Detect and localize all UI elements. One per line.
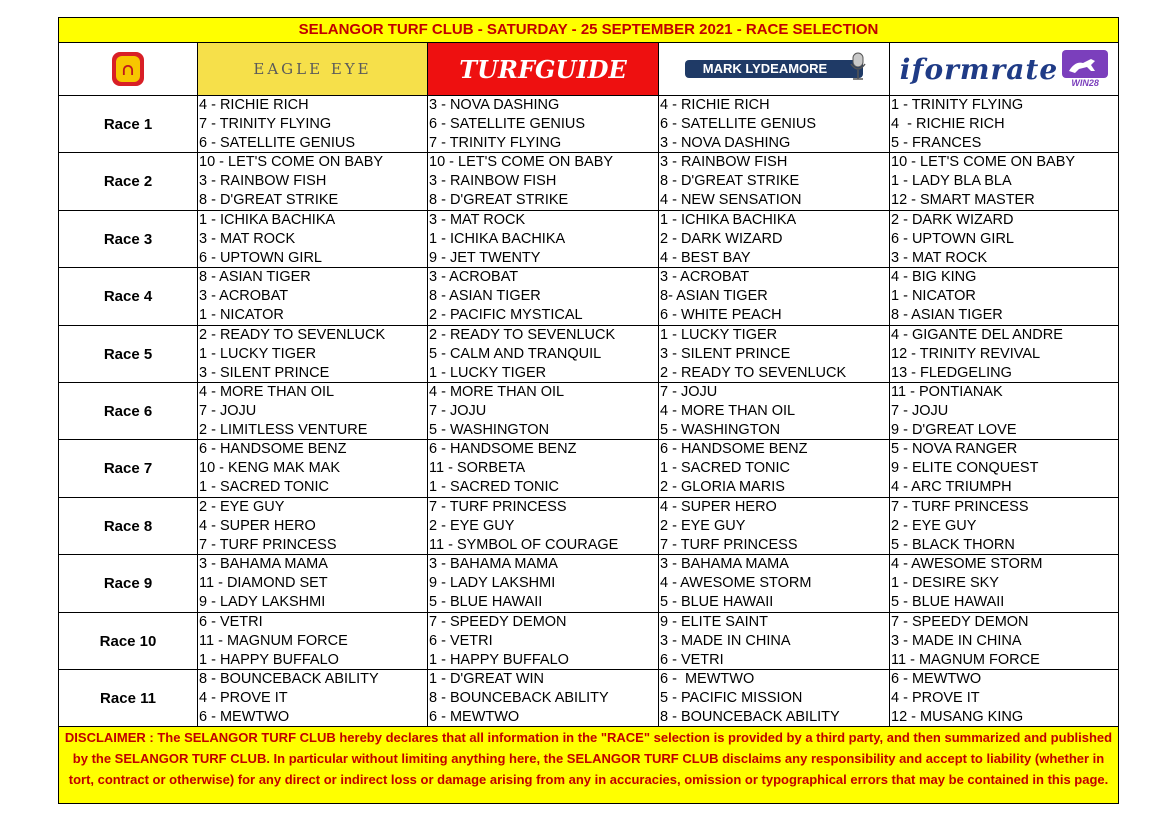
race-row	[59, 383, 1118, 440]
race-rows	[59, 96, 1118, 727]
horse-selection: 6 - VETRI	[199, 613, 263, 630]
horse-selection: 7 - SPEEDY DEMON	[429, 613, 567, 630]
horse-selection: 1 - TRINITY FLYING	[891, 97, 1024, 113]
horse-selection: 1 - LADY BLA BLA	[891, 173, 1012, 190]
race-label: Race 11	[59, 670, 198, 727]
disclaimer-text: DISCLAIMER : The SELANGOR TURF CLUB hereby declares that all information in the "RACE" selection is provided by a third party, and then summarized and published by the SELANGOR TURF CLUB. In particular without limiting anything here, the SELANGOR TURF CLUB disclaims any responsibility and accept to liability (whether in tort, contract or otherwise) for any direct or indirect loss or damage arising from any in accuracies, omission or typographical errors that may be contained in this page.	[59, 727, 1118, 803]
horse-selection: 3 - BAHAMA MAMA	[429, 556, 558, 573]
iformrate-logo	[900, 50, 1108, 88]
horse-selection: 3 - MAT ROCK	[429, 211, 526, 228]
horse-selection: 5 - CALM AND TRANQUIL	[429, 345, 602, 362]
horse-selection: 4 - SUPER HERO	[199, 517, 316, 534]
horse-selection: 9 - LADY LAKSHMI	[199, 594, 326, 611]
horseshoe-icon: ∩	[116, 56, 140, 82]
horse-selection: 3 - ACROBAT	[199, 288, 289, 305]
horse-selection: 6 - UPTOWN GIRL	[891, 230, 1014, 247]
race-label: Race 9	[59, 555, 198, 612]
microphone-icon	[847, 52, 869, 82]
race-label: Race 5	[59, 326, 198, 383]
horse-selection: 2 - READY TO SEVENLUCK	[199, 326, 386, 343]
horse-selection: 5 - BLUE HAWAII	[429, 594, 543, 611]
horse-selection: 1 - SACRED TONIC	[199, 479, 329, 496]
eagle-eye-logo: EAGLE EYE	[198, 43, 427, 95]
mark-lydeamore-picks-cell	[659, 326, 890, 383]
turfguide-picks-cell	[428, 211, 659, 268]
mark-lydeamore-picks-cell	[659, 613, 890, 670]
iformrate-badge	[1062, 50, 1108, 88]
race-label: Race 7	[59, 440, 198, 497]
horse-selection: 10 - LET'S COME ON BABY	[429, 154, 614, 171]
turfguide-picks-cell	[428, 555, 659, 612]
iformrate-picks-cell	[890, 153, 1118, 210]
iformrate-picks-cell	[890, 383, 1118, 440]
eagle-eye-logo-cell	[198, 43, 428, 95]
mark-lydeamore-picks-cell	[659, 153, 890, 210]
horse-selection: 7 - TURF PRINCESS	[891, 498, 1029, 515]
page-title: SELANGOR TURF CLUB - SATURDAY - 25 SEPTEMBER 2021 - RACE SELECTION	[59, 18, 1118, 43]
horse-selection: 8 - ASIAN TIGER	[891, 307, 1003, 324]
horse-selection: 11 - MAGNUM FORCE	[199, 632, 348, 649]
mark-lydeamore-picks-cell	[659, 670, 890, 727]
race-row	[59, 153, 1118, 210]
race-row	[59, 268, 1118, 325]
turfguide-picks-cell	[428, 153, 659, 210]
horse-selection: 2 - PACIFIC MYSTICAL	[429, 307, 583, 324]
horse-selection: 1 - D'GREAT WIN	[429, 670, 545, 687]
horse-selection: 3 - RAINBOW FISH	[660, 154, 788, 171]
mark-lydeamore-logo	[685, 60, 863, 78]
horse-selection: 1 - LUCKY TIGER	[199, 345, 317, 362]
horse-selection: 5 - BLACK THORN	[891, 536, 1015, 553]
horse-selection: 3 - BAHAMA MAMA	[660, 556, 789, 573]
horse-selection: 3 - NOVA DASHING	[429, 97, 560, 113]
eagle-eye-picks-cell	[198, 268, 428, 325]
iformrate-picks-cell	[890, 326, 1118, 383]
horse-selection: 11 - MAGNUM FORCE	[891, 651, 1040, 668]
iformrate-wordmark: iformrate	[899, 52, 1059, 86]
horse-selection: 11 - DIAMOND SET	[199, 575, 328, 592]
horse-selection: 1 - ICHIKA BACHIKA	[199, 211, 336, 228]
horse-selection: 8 - D'GREAT STRIKE	[429, 192, 569, 209]
horse-selection: 1 - ICHIKA BACHIKA	[660, 211, 797, 228]
horse-selection: 2 - READY TO SEVENLUCK	[660, 364, 847, 381]
horse-selection: 10 - LET'S COME ON BABY	[199, 154, 384, 171]
horse-selection: 2 - DARK WIZARD	[891, 211, 1014, 228]
iformrate-picks-cell	[890, 211, 1118, 268]
horse-selection: 4 - RICHIE RICH	[660, 97, 770, 113]
horse-selection: 5 - WASHINGTON	[660, 421, 781, 438]
horse-selection: 2 - EYE GUY	[199, 498, 285, 515]
horse-selection: 9 - ELITE CONQUEST	[891, 460, 1039, 477]
horse-selection: 7 - TRINITY FLYING	[429, 135, 562, 151]
horse-selection: 2 - READY TO SEVENLUCK	[429, 326, 616, 343]
eagle-eye-picks-cell	[198, 383, 428, 440]
horse-selection: 4 - PROVE IT	[891, 689, 980, 706]
horse-selection: 3 - RAINBOW FISH	[199, 173, 327, 190]
horse-selection: 3 - BAHAMA MAMA	[199, 556, 328, 573]
horse-selection: 3 - RAINBOW FISH	[429, 173, 557, 190]
race-label: Race 8	[59, 498, 198, 555]
horse-selection: 1 - LUCKY TIGER	[429, 364, 547, 381]
horse-selection: 9 - JET TWENTY	[429, 249, 541, 266]
iformrate-picks-cell	[890, 268, 1118, 325]
horse-selection: 11 - SYMBOL OF COURAGE	[429, 536, 619, 553]
horse-selection: 13 - FLEDGELING	[891, 364, 1012, 381]
eagle-eye-picks-cell	[198, 96, 428, 153]
horse-selection: 1 - HAPPY BUFFALO	[429, 651, 569, 668]
horse-selection: 2 - LIMITLESS VENTURE	[199, 421, 368, 438]
race-row	[59, 498, 1118, 555]
horse-selection: 6 - HANDSOME BENZ	[660, 441, 808, 458]
mark-lydeamore-logo-cell	[659, 43, 890, 95]
horse-selection: 7 - JOJU	[199, 402, 257, 419]
horse-selection: 4 - SUPER HERO	[660, 498, 777, 515]
horse-selection: 7 - TRINITY FLYING	[199, 116, 332, 132]
horse-selection: 7 - JOJU	[891, 402, 949, 419]
race-label: Race 10	[59, 613, 198, 670]
horse-selection: 10 - LET'S COME ON BABY	[891, 154, 1076, 171]
mark-lydeamore-picks-cell	[659, 96, 890, 153]
horse-selection: 3 - SILENT PRINCE	[199, 364, 330, 381]
horse-selection: 8 - ASIAN TIGER	[429, 288, 541, 305]
horse-selection: 6 - MEWTWO	[429, 708, 520, 725]
eagle-eye-picks-cell	[198, 613, 428, 670]
horse-selection: 9 - ELITE SAINT	[660, 613, 768, 630]
iformrate-logo-cell	[890, 43, 1118, 95]
horse-selection: 5 - FRANCES	[891, 135, 982, 151]
race-row	[59, 613, 1118, 670]
horse-selection: 1 - SACRED TONIC	[660, 460, 790, 477]
horse-selection: 1 - ICHIKA BACHIKA	[429, 230, 566, 247]
horse-selection: 6 - WHITE PEACH	[660, 307, 782, 324]
horse-selection: 3 - ACROBAT	[660, 269, 750, 286]
horse-selection: 8 - BOUNCEBACK ABILITY	[660, 708, 840, 725]
horse-selection: 4 - BEST BAY	[660, 249, 751, 266]
horse-selection: 4 - BIG KING	[891, 269, 977, 286]
horse-selection: 6 - MEWTWO	[660, 670, 755, 687]
horse-selection: 6 - UPTOWN GIRL	[199, 249, 322, 266]
iformrate-picks-cell	[890, 670, 1118, 727]
horse-selection: 6 - HANDSOME BENZ	[199, 441, 347, 458]
horse-selection: 12 - MUSANG KING	[891, 708, 1024, 725]
horse-selection: 1 - SACRED TONIC	[429, 479, 559, 496]
horse-selection: 8 - BOUNCEBACK ABILITY	[199, 670, 379, 687]
horse-selection: 3 - NOVA DASHING	[660, 135, 791, 151]
race-label: Race 2	[59, 153, 198, 210]
horse-selection: 8 - ASIAN TIGER	[199, 269, 311, 286]
eagle-eye-picks-cell	[198, 440, 428, 497]
horse-selection: 7 - TURF PRINCESS	[429, 498, 567, 515]
eagle-eye-picks-cell	[198, 498, 428, 555]
horse-selection: 3 - MAT ROCK	[891, 249, 988, 266]
horse-selection: 7 - JOJU	[660, 383, 718, 400]
race-row	[59, 555, 1118, 612]
turfguide-logo-cell	[428, 43, 659, 95]
race-selection-sheet	[58, 17, 1119, 804]
horse-selection: 9 - D'GREAT LOVE	[891, 421, 1017, 438]
iformrate-picks-cell	[890, 498, 1118, 555]
turfguide-picks-cell	[428, 498, 659, 555]
horse-selection: 4 - RICHIE RICH	[199, 97, 309, 113]
eagle-eye-picks-cell	[198, 211, 428, 268]
horse-selection: 4 - ARC TRIUMPH	[891, 479, 1012, 496]
iformrate-picks-cell	[890, 96, 1118, 153]
eagle-eye-picks-cell	[198, 670, 428, 727]
horse-selection: 6 - VETRI	[429, 632, 493, 649]
horse-selection: 5 - NOVA RANGER	[891, 441, 1018, 458]
horse-selection: 4 - NEW SENSATION	[660, 192, 802, 209]
horse-selection: 6 - SATELLITE GENIUS	[660, 116, 817, 132]
horse-selection: 4 - MORE THAN OIL	[660, 402, 796, 419]
horse-selection: 6 - VETRI	[660, 651, 724, 668]
horse-selection: 5 - PACIFIC MISSION	[660, 689, 803, 706]
horse-selection: 6 - MEWTWO	[891, 670, 982, 687]
eagle-eye-picks-cell	[198, 555, 428, 612]
iformrate-badge-label: WIN28	[1071, 78, 1099, 88]
horse-selection: 1 - NICATOR	[199, 307, 284, 324]
horse-selection: 10 - KENG MAK MAK	[199, 460, 341, 477]
horse-selection: 7 - TURF PRINCESS	[199, 536, 337, 553]
horse-selection: 1 - NICATOR	[891, 288, 976, 305]
race-row	[59, 211, 1118, 268]
selangor-turf-club-logo	[112, 52, 144, 86]
horse-selection: 3 - ACROBAT	[429, 269, 519, 286]
horse-selection: 2 - GLORIA MARIS	[660, 479, 785, 496]
tipster-logo-row	[59, 43, 1118, 96]
horse-selection: 6 - MEWTWO	[199, 708, 290, 725]
mark-lydeamore-picks-cell	[659, 498, 890, 555]
horse-selection: 5 - BLUE HAWAII	[891, 594, 1005, 611]
horse-selection: 12 - TRINITY REVIVAL	[891, 345, 1041, 362]
race-label: Race 1	[59, 96, 198, 153]
horse-selection: 6 - HANDSOME BENZ	[429, 441, 577, 458]
race-row	[59, 440, 1118, 497]
turfguide-picks-cell	[428, 96, 659, 153]
race-row	[59, 326, 1118, 383]
horse-selection: 5 - BLUE HAWAII	[660, 594, 774, 611]
horse-selection: 3 - SILENT PRINCE	[660, 345, 791, 362]
horse-selection: 2 - EYE GUY	[429, 517, 515, 534]
horse-selection: 4 - MORE THAN OIL	[199, 383, 335, 400]
eagle-eye-picks-cell	[198, 326, 428, 383]
horse-selection: 6 - SATELLITE GENIUS	[199, 135, 356, 151]
horse-selection: 7 - SPEEDY DEMON	[891, 613, 1029, 630]
horse-selection: 1 - DESIRE SKY	[891, 575, 999, 592]
iformrate-picks-cell	[890, 613, 1118, 670]
horse-selection: 3 - MADE IN CHINA	[660, 632, 791, 649]
turfguide-picks-cell	[428, 383, 659, 440]
horse-selection: 5 - WASHINGTON	[429, 421, 550, 438]
horse-selection: 3 - MAT ROCK	[199, 230, 296, 247]
iformrate-picks-cell	[890, 555, 1118, 612]
horse-selection: 12 - SMART MASTER	[891, 192, 1035, 209]
horse-selection: 7 - TURF PRINCESS	[660, 536, 798, 553]
mark-lydeamore-picks-cell	[659, 440, 890, 497]
iformrate-picks-cell	[890, 440, 1118, 497]
horse-selection: 2 - EYE GUY	[660, 517, 746, 534]
horse-selection: 2 - DARK WIZARD	[660, 230, 783, 247]
turfguide-picks-cell	[428, 268, 659, 325]
race-row	[59, 96, 1118, 153]
horse-selection: 11 - SORBETA	[429, 460, 526, 477]
race-label: Race 4	[59, 268, 198, 325]
horse-selection: 6 - SATELLITE GENIUS	[429, 116, 586, 132]
horse-selection: 4 - GIGANTE DEL ANDRE	[891, 326, 1063, 343]
horse-selection: 1 - HAPPY BUFFALO	[199, 651, 339, 668]
mark-lydeamore-picks-cell	[659, 268, 890, 325]
race-label: Race 3	[59, 211, 198, 268]
horse-selection: 2 - EYE GUY	[891, 517, 977, 534]
race-label: Race 6	[59, 383, 198, 440]
horse-selection: 7 - JOJU	[429, 402, 487, 419]
horse-icon	[1062, 50, 1108, 78]
turfguide-picks-cell	[428, 670, 659, 727]
horse-selection: 8 - D'GREAT STRIKE	[660, 173, 800, 190]
mark-lydeamore-picks-cell	[659, 383, 890, 440]
horse-selection: 4 - AWESOME STORM	[660, 575, 812, 592]
turfguide-picks-cell	[428, 440, 659, 497]
club-logo-cell	[59, 43, 198, 95]
race-row	[59, 670, 1118, 727]
mark-lydeamore-picks-cell	[659, 555, 890, 612]
horse-selection: 4 - PROVE IT	[199, 689, 288, 706]
horse-selection: 4 - MORE THAN OIL	[429, 383, 565, 400]
turfguide-picks-cell	[428, 326, 659, 383]
eagle-eye-picks-cell	[198, 153, 428, 210]
horse-selection: 4 - AWESOME STORM	[891, 556, 1043, 573]
mark-lydeamore-picks-cell	[659, 211, 890, 268]
horse-selection: 8 - D'GREAT STRIKE	[199, 192, 339, 209]
horse-selection: 8- ASIAN TIGER	[660, 288, 768, 305]
horse-selection: 4 - RICHIE RICH	[891, 116, 1005, 132]
horse-selection: 3 - MADE IN CHINA	[891, 632, 1022, 649]
horse-selection: 11 - PONTIANAK	[891, 383, 1003, 400]
horse-selection: 1 - LUCKY TIGER	[660, 326, 778, 343]
mark-lydeamore-text: MARK LYDEAMORE	[702, 61, 828, 76]
horse-selection: 8 - BOUNCEBACK ABILITY	[429, 689, 609, 706]
horse-selection: 9 - LADY LAKSHMI	[429, 575, 556, 592]
turfguide-picks-cell	[428, 613, 659, 670]
turfguide-logo: TURFGUIDE	[428, 43, 658, 95]
